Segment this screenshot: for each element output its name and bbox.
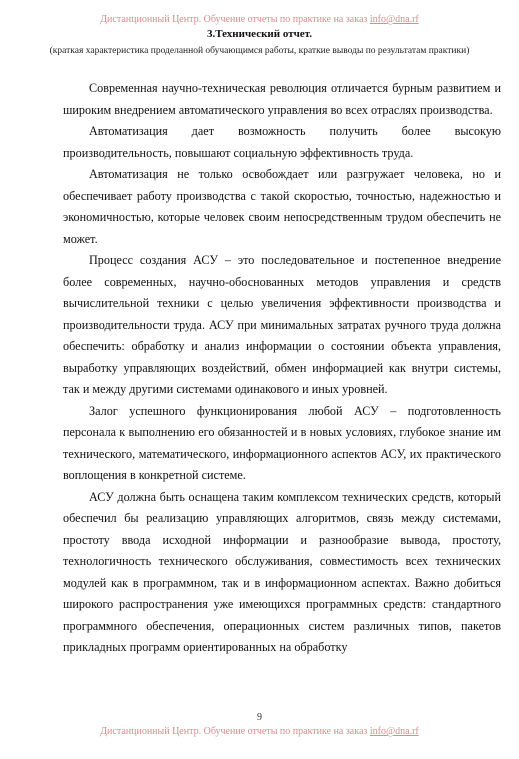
body-paragraph: Процесс создания АСУ – это последовательное и постепенное внедрение более современных, научно-обоснованных методов управления и средств вычислительной техники с целью увеличения эффективности производства и производительности труда. АСУ при минимальных затратах ручного труда должна обеспечить: обработку и анализ информации о состоянии объекта управления, выработку управляющих воздействий, обмен информацией как внутри системы, так и между другими системами одинакового и иных уровней.	[63, 253, 501, 396]
header-watermark-text: Дистанционный Центр. Обучение отчеты по практике на заказ	[100, 14, 368, 25]
header-watermark	[0, 14, 519, 25]
header-watermark-email[interactable]: info@dna.rf	[369, 14, 419, 25]
page-number: 9	[257, 712, 262, 723]
footer-watermark	[0, 726, 519, 737]
body-paragraph: Залог успешного функционирования любой АСУ – подготовленность персонала к выполнению его обязанностей и в новых условиях, глубокое знание им технического, математического, информационного аспектов АСУ, их практического воплощения в конкретной системе.	[63, 403, 501, 482]
document-subtitle: (краткая характеристика проделанной обучающимся работы, краткие выводы по результатам практики)	[49, 46, 470, 56]
body-paragraph: Автоматизация дает возможность получить более высокую производительность, повышают социальную эффективность труда.	[63, 124, 501, 160]
footer-watermark-email[interactable]: info@dna.rf	[369, 726, 419, 737]
body-paragraph: Современная научно-техническая революция отличается бурным развитием и широким внедрением автоматического управления во всех отраслях производства.	[63, 81, 501, 117]
body-paragraph: Автоматизация не только освобождает или разгружает человека, но и обеспечивает работу производства с такой скоростью, точностью, надежностью и экономичностью, которые человек своим непосредственным трудом обеспечить не может.	[63, 167, 501, 246]
body-paragraph: АСУ должна быть оснащена таким комплексом технических средств, который обеспечил бы реализацию управляющих алгоритмов, связь между системами, простоту ввода исходной информации и разнообразие вывода, простоту, технологичность технического обслуживания, совместимость всех технических модулей как в программном, так и в информационном аспектах. Важно добиться широкого распространения уже имеющихся программных средств: стандартного программного обеспечения, операционных систем различных типов, пакетов прикладных программ ориентированных на обработку	[63, 489, 501, 654]
footer-watermark-text: Дистанционный Центр. Обучение отчеты по практике на заказ	[100, 726, 368, 737]
document-title: 3.Технический отчет.	[206, 28, 313, 40]
document-body	[63, 78, 501, 659]
